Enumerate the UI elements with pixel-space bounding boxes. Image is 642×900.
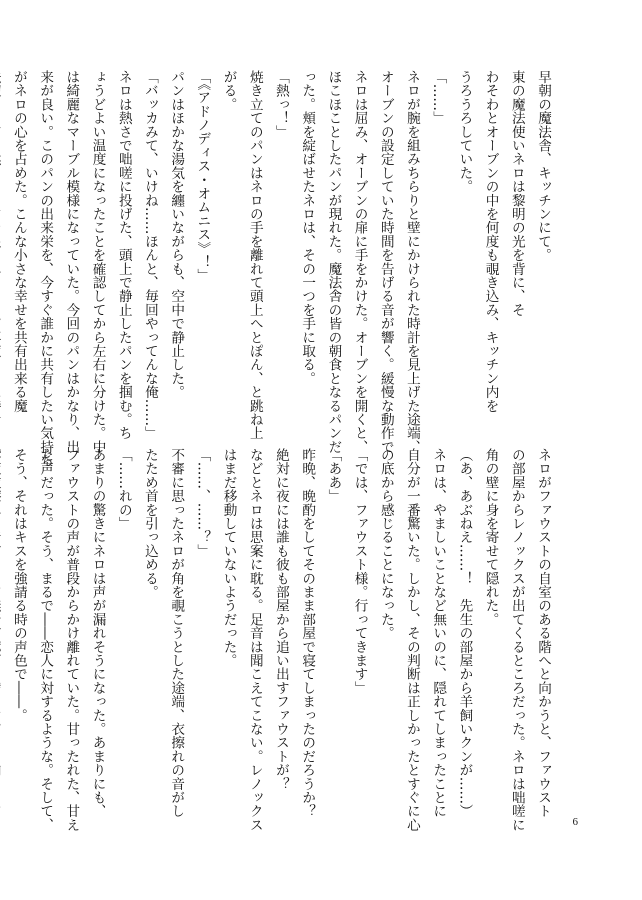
- text-line: 「……」: [430, 70, 447, 125]
- upper-text-block: [0, 70, 556, 468]
- text-line: パンはほかな湯気を纏いながらも、空中で静止した。: [168, 70, 185, 399]
- text-line: ネロは熱さで咄嗟に投げた、頭上で静止したパンを掴む。ち: [115, 70, 132, 440]
- text-line: 「……れの」: [115, 448, 132, 531]
- text-line: 「では、ファウスト様。行ってきます」: [351, 448, 368, 695]
- text-line: た声だった。そう、まるで――恋人に対するような。そして、: [37, 448, 54, 832]
- text-line: 昨晩、晩酌をしてそのまま部屋で寝てしまったのだろうか？: [299, 448, 316, 818]
- text-line: 「……、……？」: [194, 448, 211, 558]
- text-line: ネロがファウストの自室のある階へと向かうと、ファウスト: [535, 448, 551, 818]
- text-line: うろうろしていた。: [456, 70, 473, 194]
- text-line: [0, 448, 6, 758]
- text-line: 「《アドノディス・オムニス》！」: [194, 70, 211, 283]
- text-line: そう、それはキスを強請る時の声色で――。: [10, 448, 27, 722]
- text-line: はまだ移動していないようだった。: [220, 448, 237, 668]
- text-line: ファウストの声が普段からかけ離れていた。甘ったれた、甘え: [63, 448, 80, 832]
- text-line: 早朝の魔法舎、キッチンにて。: [535, 70, 551, 262]
- text-line: 「バッカみて、いけね……ほんと、毎回やってんな俺……」: [141, 70, 158, 440]
- text-line: わそわとオーブンの中を何度も覗き込み、キッチン内を: [482, 70, 499, 413]
- text-line: ょうどよい温度になったことを確認してから左右に分けた。中: [89, 70, 106, 454]
- text-line: 角の壁に身を寄せて隠れた。: [482, 448, 499, 627]
- text-line: の底から感じることになった。: [377, 448, 394, 640]
- lower-text-block: [0, 448, 556, 832]
- text-line: った。頬を綻ばせたネロは、その一つを手に取る。: [299, 70, 316, 386]
- text-line: 焼き立てのパンはネロの手を離れて頭上へとぽん、と跳ね上: [246, 70, 263, 440]
- text-line: ネロは屈み、オーブンの扉に手をかけた。オーブンを開くと、: [351, 70, 368, 454]
- text-line: [0, 70, 6, 410]
- text-line: 不審に思ったネロが角を覗こうとした途端、衣擦れの音がし: [168, 448, 185, 818]
- text-line: 来が良い。このパンの出来栄を、今すぐ誰かに共有したい気持ち: [37, 70, 54, 468]
- text-line: がる。: [220, 70, 237, 112]
- text-line: の部屋からレノックスが出てくるところだった。ネロは咄嗟に: [508, 448, 525, 832]
- text-line: 「熱っ！」: [272, 70, 289, 139]
- text-line: は綺麗なマーブル模様になっていた。今回のパンはかなり、出: [63, 70, 80, 454]
- text-line: 絶対に夜には誰も彼も部屋から追い出すファウストが？: [272, 448, 289, 791]
- page-number: 6: [572, 816, 578, 828]
- text-line: がネロの心を占めた。こんな小さな幸せを共有出来る魔: [10, 70, 27, 413]
- text-line: あまりの驚きにネロは声が漏れそうになった。あまりにも、: [89, 448, 106, 818]
- text-line: などとネロは思案に耽る。足音は聞こえてこない。レノックス: [246, 448, 263, 832]
- text-line: オーブンの設定していた時間を告げる音が響く。緩慢な動作で: [377, 70, 394, 454]
- text-line: たため首を引っ込める。: [141, 448, 158, 599]
- text-line: 「ああ」: [325, 448, 342, 503]
- text-line: ほこほことしたパンが現れた。魔法舎の皆の朝食となるパンだ: [325, 70, 342, 454]
- text-line: ネロが腕を組みちらりと壁にかけられた時計を見上げた途端、: [403, 70, 420, 454]
- text-line: 自分が一番驚いた。しかし、その判断は正しかったとすぐに心: [403, 448, 420, 832]
- text-line: ネロは、やましいことなど無いのに、隠れてしまったことに: [430, 448, 447, 818]
- text-line: （あ、あぶねえ……！ 先生の部屋から羊飼いクンが……）: [456, 448, 473, 818]
- text-line: 東の魔法使いネロは黎明の光を背に、そ: [508, 70, 525, 317]
